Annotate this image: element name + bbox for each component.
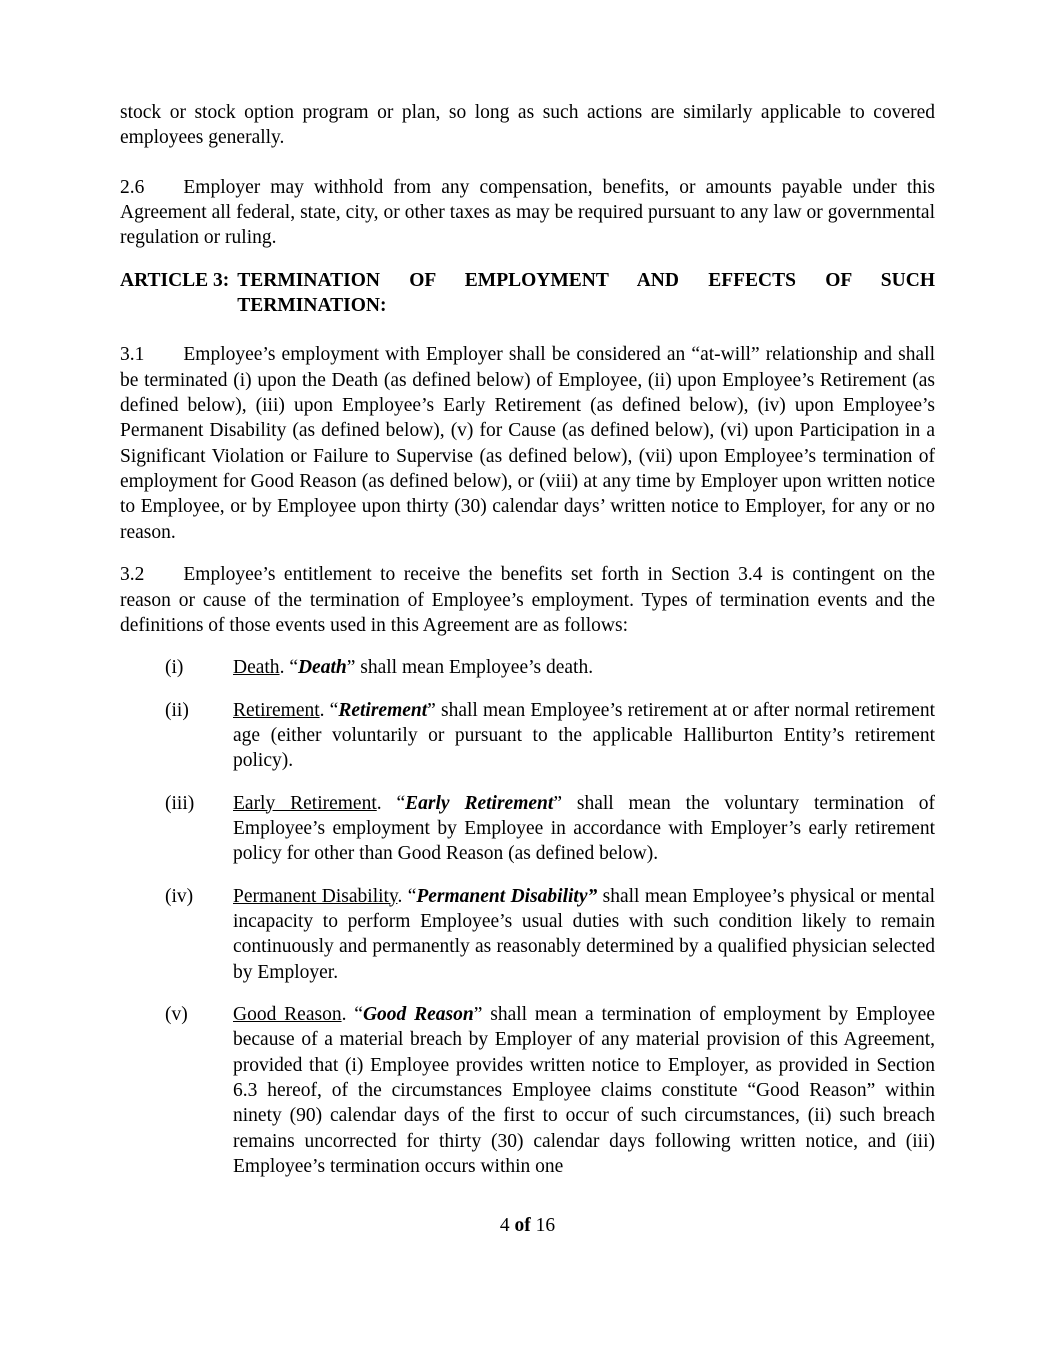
definition-term: Retirement bbox=[233, 699, 320, 721]
list-item-marker: (v) bbox=[165, 1003, 188, 1025]
list-item-body bbox=[233, 698, 935, 774]
list-item-body bbox=[233, 791, 935, 867]
list-item-marker: (iv) bbox=[165, 885, 194, 907]
list-item bbox=[120, 698, 935, 774]
page-footer bbox=[0, 1215, 1055, 1237]
paragraph-section-3-2: 3.2 Employee’s entitlement to receive the benefits set forth in Section 3.4 is contingent on the reason or cause of the termination of Employee’s employment. Types of termination events and the definitions of those events used in this Agreement are as follows: bbox=[120, 564, 935, 636]
definition-pre: . “ bbox=[319, 699, 339, 721]
footer-of-label: of bbox=[514, 1215, 531, 1236]
paragraph-section-3-1: 3.1 Employee’s employment with Employer shall be considered an “at-will” relationship and shall be terminated (i) upon the Death (as defined below) of Employee, (ii) upon Employee’s Retirement (as defined below), (iii) upon Employee’s Early Retirement (as defined below), (iv) upon Employee’s Permanent Disability (as defined below), (v) for Cause (as defined below), (vi) upon Participation in a Significant Violation or Failure to Supervise (as defined below), (vii) upon Employee’s termination of employment for Good Reason (as defined below), or (viii) at any time by Employer upon written notice to Employee, or by Employee upon thirty (30) calendar days’ written notice to Employer, for any or no reason. bbox=[120, 344, 935, 543]
definition-post: ” shall mean the voluntary termination of Employee’s employment by Employee in accordance with Employer’s early retirement policy for other than Good Reason (as defined below). bbox=[233, 792, 936, 865]
definition-post: ” shall mean Employee’s retirement at or after normal retirement age (either voluntarily or pursuant to the applicable Halliburton Entity’s retirement policy). bbox=[233, 699, 935, 772]
list-item-marker: (i) bbox=[165, 657, 184, 679]
footer-page-number: 4 bbox=[499, 1215, 510, 1236]
definition-term: Early Retirement bbox=[233, 792, 377, 814]
definition-term-emphasis: Permanent Disability” bbox=[416, 885, 598, 907]
footer-total-pages: 16 bbox=[535, 1215, 556, 1236]
list-item bbox=[120, 655, 935, 680]
definition-post: ” shall mean Employee’s death. bbox=[346, 657, 594, 679]
definition-term: Good Reason bbox=[233, 1003, 342, 1025]
list-item bbox=[120, 1002, 935, 1179]
article-3-title-line1: TERMINATION OF EMPLOYMENT AND EFFECTS OF SUCH bbox=[237, 269, 935, 291]
definition-post: ” shall mean a termination of employment by Employee because of a material breach by Employer of any material provision of this Agreement, provided that (i) Employee provides written notice to Employer, as provided in Section 6.3 hereof, of the circumstances Employee claims constitute “Good Reason” within ninety (90) calendar days of the first to occur of such circumstances, (ii) such breach remains uncorrected for thirty (30) calendar days following written notice, and (iii) Employee’s termination occurs within one bbox=[233, 1003, 935, 1178]
list-item-marker: (iii) bbox=[165, 792, 195, 814]
list-item-body bbox=[233, 655, 935, 680]
definition-term-emphasis: Early Retirement bbox=[405, 792, 554, 814]
paragraph-carryover: stock or stock option program or plan, so long as such actions are similarly applicable to covered employees generally. bbox=[120, 102, 935, 149]
article-3-heading bbox=[120, 268, 935, 319]
definition-term-emphasis: Retirement bbox=[338, 699, 428, 721]
list-item-body bbox=[233, 884, 935, 985]
definition-post: shall mean Employee’s physical or mental incapacity to perform Employee’s usual duties with such condition likely to remain continuously and permanently as reasonably determined by a qualified physician selected by Employer. bbox=[233, 885, 935, 983]
list-item-marker: (ii) bbox=[165, 699, 189, 721]
list-item-body bbox=[233, 1002, 935, 1179]
definition-term-emphasis: Good Reason bbox=[362, 1003, 474, 1025]
definition-term-emphasis: Death bbox=[297, 657, 347, 679]
article-3-title-line2: TERMINATION: bbox=[237, 295, 387, 317]
article-3-title bbox=[237, 268, 935, 319]
definition-pre: . “ bbox=[279, 657, 298, 679]
definition-pre: . “ bbox=[341, 1003, 363, 1025]
definition-term: Death bbox=[233, 657, 280, 679]
definition-term: Permanent Disability bbox=[233, 885, 398, 907]
definition-pre: . “ bbox=[397, 885, 417, 907]
definition-pre: . “ bbox=[376, 792, 406, 814]
paragraph-section-2-6: 2.6 Employer may withhold from any compensation, benefits, or amounts payable under this Agreement all federal, state, city, or other taxes as may be required pursuant to any law or governmental regulation or ruling. bbox=[120, 176, 935, 249]
article-3-label: ARTICLE 3: bbox=[120, 269, 230, 291]
list-item bbox=[120, 884, 935, 985]
list-item bbox=[120, 791, 935, 867]
